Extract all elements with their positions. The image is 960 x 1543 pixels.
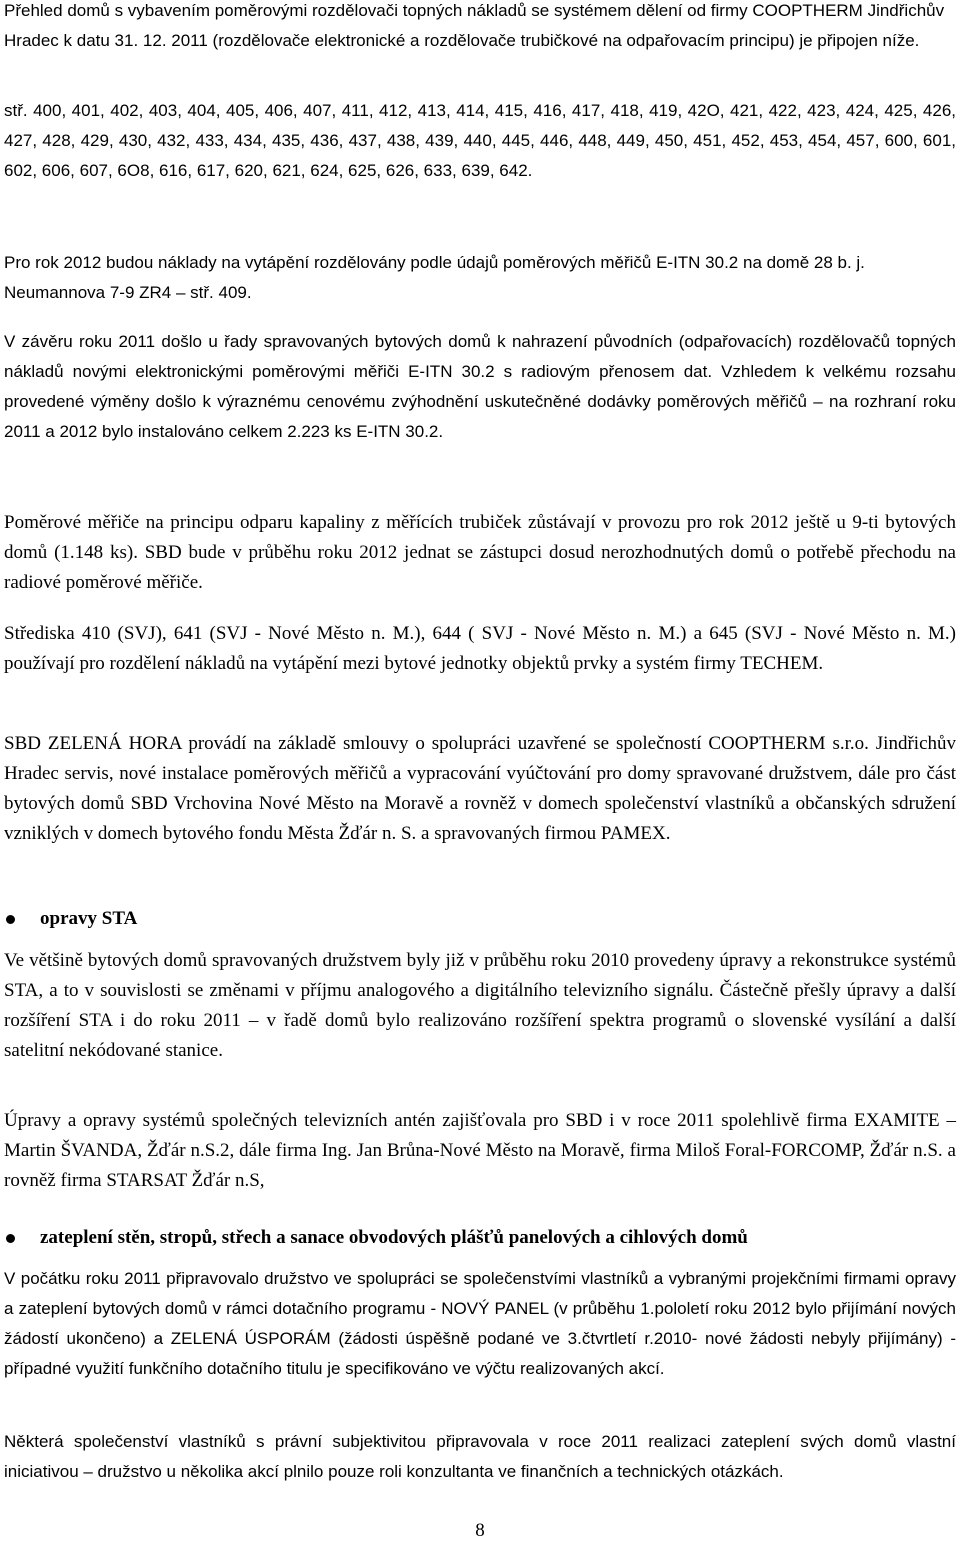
section-heading-insulation [4,1223,956,1253]
paragraph-evaporation-meters [4,508,956,598]
heading-sta-text: opravy STA [40,908,138,929]
bullet-icon [6,915,15,924]
paragraph-owners-initiative [4,1427,956,1487]
paragraph-cooptherm [4,729,956,849]
text-cooptherm: SBD ZELENÁ HORA provádí na základě smlouvy o spolupráci uzavřené se společností COOPTHERM s.r.o. Jindřichův Hradec servis, nové instalace poměrových měřičů a vypracování vyúčtování pro domy spravované družstvem, dále pro část bytových domů SBD Vrchovina Nové Město na Moravě a rovněž v domech společenství vlastníků a občanských sdružení vzniklých v domech bytového fondu Města Žďár n. S. a spravovaných firmou PAMEX. [4,733,956,844]
paragraph-meters-intro [4,0,956,56]
text-meter-replacement: V závěru roku 2011 došlo u řady spravovaných bytových domů k nahrazení původních (odpařovacích) rozdělovačů topných nákladů novými elektronickými poměrovými měřiči E-ITN 30.2 s radiovým přenosem dat. Vzhledem k velkému rozsahu provedené výměny došlo k výraznému cenovému zvýhodnění uskutečněné dodávky poměrových měřičů – na rozhraní roku 2011 a 2012 bylo instalováno celkem 2.223 ks E-ITN 30.2. [4,332,956,441]
text-owners-initiative: Některá společenství vlastníků s právní subjektivitou připravovala v roce 2011 realizaci zateplení svých domů vlastní iniciativou – družstvo u několika akcí plnilo pouze roli konzultanta ve finančních a technických otázkách. [4,1432,956,1481]
paragraph-techem [4,619,956,679]
text-insulation-programs: V počátku roku 2011 připravovalo družstvo ve spolupráci se společenstvími vlastníků a vybranými projekčními firmami opravy a zateplení bytových domů v rámci dotačního programu - NOVÝ PANEL (v průběhu 1.pololetí roku 2012 bylo přijímání nových žádostí ukončeno) a ZELENÁ ÚSPORÁM (žádosti úspěšně podané ve 3.čtvrtletí r.2010- nové žádosti nebyly přijímány) - případné využití funkčního dotačního titulu je specifikováno ve výčtu realizovaných akcí. [4,1269,956,1378]
bullet-icon [6,1234,15,1243]
text-sta-contractors: Úpravy a opravy systémů společných televizních antén zajišťovala pro SBD i v roce 2011 spolehlivě firma EXAMITE – Martin ŠVANDA, Žďár n.S.2, dále firma Ing. Jan Brůna-Nové Město na Moravě, firma Miloš Foral-FORCOMP, Žďár n.S. a rovněž firma STARSAT Žďár n.S, [4,1110,956,1191]
paragraph-meter-replacement [4,327,956,447]
paragraph-insulation-programs [4,1264,956,1384]
text-evaporation-meters: Poměrové měřiče na principu odparu kapaliny z měřících trubiček zůstávají v provozu pro rok 2012 ještě u 9-ti bytových domů (1.148 ks). SBD bude v průběhu roku 2012 jednat se zástupci dosud nerozhodnutých domů o potřebě přechodu na radiové poměrové měřiče. [4,512,956,593]
paragraph-2012-costs [4,248,956,308]
text-center-list: stř. 400, 401, 402, 403, 404, 405, 406, 407, 411, 412, 413, 414, 415, 416, 417, 418, 419, 42O, 421, 422, 423, 424, 425, 426, 427, 428, 429, 430, 432, 433, 434, 435, 436, 437, 438, 439, 440, 445, 446, 448, 449, 450, 451, 452, 453, 454, 457, 600, 601, 602, 606, 607, 6O8, 616, 617, 620, 621, 624, 625, 626, 633, 639, 642. [4,101,956,180]
text-techem: Střediska 410 (SVJ), 641 (SVJ - Nové Město n. M.), 644 ( SVJ - Nové Město n. M.) a 645 (SVJ - Nové Město n. M.) používají pro rozdělení nákladů na vytápění mezi bytové jednotky objektů prvky a systém firmy TECHEM. [4,623,956,674]
paragraph-sta-contractors [4,1106,956,1196]
section-heading-sta [4,904,956,934]
text-sta-upgrades: Ve většině bytových domů spravovaných družstvem byly již v průběhu roku 2010 provedeny úpravy a rekonstrukce systémů STA, a to v souvislosti se změnami v příjmu analogového a digitálního televizního signálu. Částečně přešly úpravy a další rozšíření STA i do roku 2011 – v řadě domů bylo realizováno rozšíření spektra programů o slovenské vysílání a další satelitní nekódované stanice. [4,950,956,1061]
heading-insulation-text: zateplení stěn, stropů, střech a sanace obvodových plášťů panelových a cihlových domů [40,1227,748,1248]
page-number: 8 [475,1520,485,1541]
paragraph-center-list [4,96,956,186]
text-2012-costs: Pro rok 2012 budou náklady na vytápění rozdělovány podle údajů poměrových měřičů E-ITN 30.2 na domě 28 b. j. Neumannova 7-9 ZR4 – stř. 409. [4,253,865,302]
paragraph-sta-upgrades [4,946,956,1066]
text-meters-intro: Přehled domů s vybavením poměrovými rozdělovači topných nákladů se systémem dělení od firmy COOPTHERM Jindřichův Hradec k datu 31. 12. 2011 (rozdělovače elektronické a rozdělovače trubičkové na odpařovacím principu) je připojen níže. [4,1,945,50]
